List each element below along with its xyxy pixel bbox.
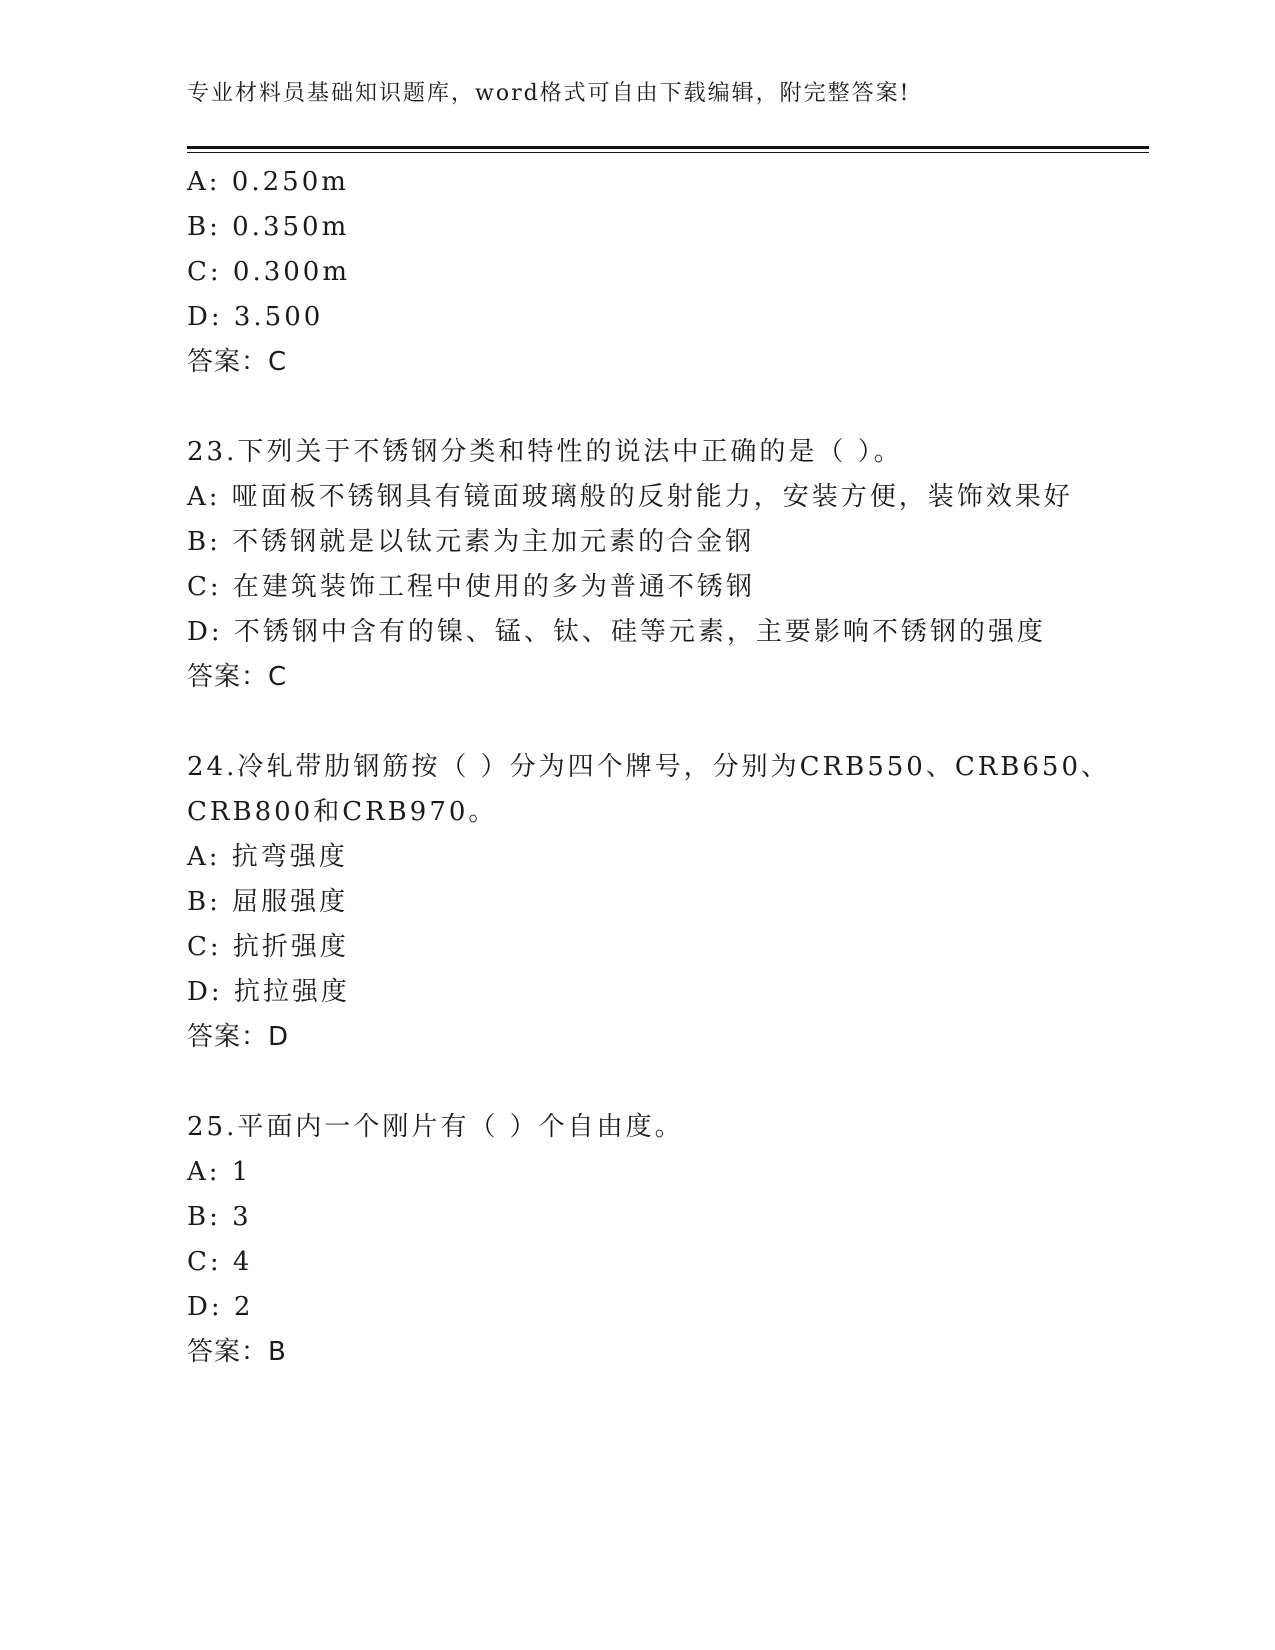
question-content	[187, 160, 1111, 1375]
option-d: D: 抗拉强度	[187, 977, 350, 1007]
option-b: B: 0.350m	[187, 212, 350, 242]
option-b: B: 3	[187, 1202, 252, 1232]
answer-line: 答案：C	[187, 347, 288, 377]
question-23	[187, 430, 1107, 700]
header-rule-thick	[187, 146, 1149, 149]
page-header: 专业材料员基础知识题库，word格式可自由下载编辑，附完整答案!	[187, 81, 911, 106]
option-b: B: 不锈钢就是以钛元素为主加元素的合金钢	[187, 527, 755, 557]
question-stem-line-1: 24.冷轧带肋钢筋按（ ）分为四个牌号，分别为CRB550、CRB650、	[187, 752, 1111, 782]
question-25	[187, 1105, 1107, 1375]
prev-question-block	[187, 160, 1107, 385]
option-c: C: 在建筑装饰工程中使用的多为普通不锈钢	[187, 572, 755, 602]
question-24	[187, 745, 1111, 1060]
question-stem-line-2: CRB800和CRB970。	[187, 797, 498, 827]
option-c: C: 0.300m	[187, 257, 351, 287]
question-stem: 23.下列关于不锈钢分类和特性的说法中正确的是（ ）。	[187, 437, 903, 467]
option-b: B: 屈服强度	[187, 887, 349, 917]
option-a: A: 0.250m	[187, 167, 349, 197]
answer-line: 答案：D	[187, 1022, 290, 1052]
option-d: D: 不锈钢中含有的镍、锰、钛、硅等元素，主要影响不锈钢的强度	[187, 617, 1046, 647]
option-a: A: 哑面板不锈钢具有镜面玻璃般的反射能力，安装方便，装饰效果好	[187, 482, 1073, 512]
option-d: D: 3.500	[187, 302, 324, 332]
option-a: A: 1	[187, 1157, 252, 1187]
question-stem: 25.平面内一个刚片有（ ）个自由度。	[187, 1112, 684, 1142]
option-a: A: 抗弯强度	[187, 842, 348, 872]
answer-line: 答案：C	[187, 662, 288, 692]
header-rule-thin	[187, 152, 1149, 153]
option-c: C: 抗折强度	[187, 932, 349, 962]
option-d: D: 2	[187, 1292, 254, 1322]
option-c: C: 4	[187, 1247, 253, 1277]
answer-line: 答案：B	[187, 1337, 287, 1367]
